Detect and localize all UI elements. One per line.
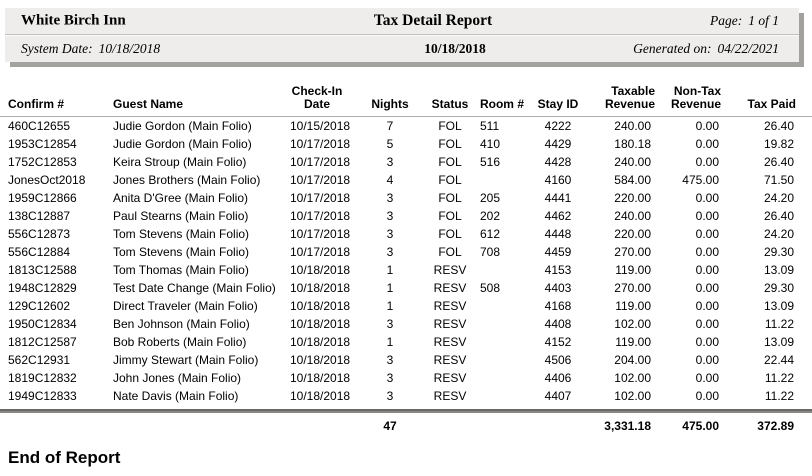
cell-room: [477, 171, 527, 189]
cell-room: [477, 261, 527, 279]
cell-room: [477, 387, 527, 405]
cell-checkin: 10/17/2018: [290, 244, 351, 259]
cell-guest: Tom Stevens (Main Folio): [113, 244, 250, 259]
column-header-nights: Nights: [357, 78, 423, 116]
cell-taxpaid: 24.20: [763, 190, 794, 205]
cell-status: FOL: [438, 154, 462, 169]
cell-taxpaid: 22.44: [763, 352, 794, 367]
cell-nights: 3: [386, 370, 394, 385]
cell-checkin: 10/17/2018: [290, 208, 351, 223]
cell-taxable: 102.00: [614, 388, 651, 403]
cell-stay: 4168: [544, 298, 572, 313]
cell-confirm: 1949C12833: [8, 388, 77, 403]
cell-taxable: 270.00: [614, 244, 651, 259]
cell-stay: 4160: [544, 172, 572, 187]
cell-nights: 1: [386, 298, 394, 313]
table-row: [0, 225, 812, 243]
cell-nontax: 0.00: [695, 388, 719, 403]
cell-stay: 4441: [544, 190, 572, 205]
cell-taxable: 204.00: [614, 352, 651, 367]
generated-on-label: Generated on:: [633, 41, 712, 56]
report-header-box: [5, 8, 799, 62]
cell-status: FOL: [438, 190, 462, 205]
cell-nontax: 475.00: [682, 172, 719, 187]
cell-stay: 4428: [544, 154, 572, 169]
cell-checkin: 10/18/2018: [290, 352, 351, 367]
cell-nontax: 0.00: [695, 190, 719, 205]
cell-taxpaid: 11.22: [764, 388, 794, 403]
report-title: Tax Detail Report: [373, 12, 493, 29]
table-row: [0, 261, 812, 279]
table-row: [0, 387, 812, 405]
system-date-label: System Date:: [21, 41, 93, 56]
cell-taxpaid: 13.09: [763, 298, 794, 313]
table-row: [0, 189, 812, 207]
cell-taxpaid: 13.09: [763, 262, 794, 277]
cell-nontax: 0.00: [695, 334, 719, 349]
cell-guest: Tom Stevens (Main Folio): [113, 226, 250, 241]
cell-guest: John Jones (Main Folio): [113, 370, 242, 385]
cell-taxpaid: 29.30: [763, 280, 794, 295]
table-row: [0, 297, 812, 315]
cell-status: RESV: [433, 262, 467, 277]
column-header-nontax: Non-Tax Revenue: [661, 78, 727, 116]
cell-status: FOL: [438, 226, 462, 241]
report-header-row-1: [5, 8, 799, 34]
totals-divider: [0, 405, 812, 413]
cell-nontax: 0.00: [695, 316, 719, 331]
cell-nontax: 0.00: [695, 370, 719, 385]
cell-taxable: 220.00: [614, 226, 651, 241]
cell-status: FOL: [438, 172, 462, 187]
cell-room: 410: [480, 136, 501, 151]
cell-status: FOL: [438, 208, 462, 223]
cell-nontax: 0.00: [695, 262, 719, 277]
table-row: [0, 153, 812, 171]
cell-confirm: 1752C12853: [8, 154, 77, 169]
cell-taxable: 119.00: [615, 262, 651, 277]
cell-confirm: 460C12655: [8, 118, 71, 133]
cell-taxable: 180.18: [614, 136, 651, 151]
total-status: [423, 413, 477, 437]
cell-stay: 4153: [544, 262, 572, 277]
column-header-taxpaid: Tax Paid: [727, 78, 812, 116]
page-label: Page:: [710, 13, 743, 28]
cell-nights: 3: [386, 226, 394, 241]
cell-guest: Nate Davis (Main Folio): [113, 388, 239, 403]
cell-guest: Bob Roberts (Main Folio): [113, 334, 247, 349]
cell-room: [477, 333, 527, 351]
cell-room: 708: [480, 244, 501, 259]
column-header-guest: Guest Name: [105, 78, 277, 116]
cell-taxable: 220.00: [614, 190, 651, 205]
table-header: [0, 78, 812, 116]
cell-room: 202: [480, 208, 501, 223]
total-taxable: 3,331.18: [604, 418, 651, 433]
cell-taxable: 584.00: [614, 172, 651, 187]
cell-checkin: 10/17/2018: [290, 136, 351, 151]
cell-nights: 1: [386, 334, 394, 349]
system-date-value: 10/18/2018: [98, 41, 161, 56]
cell-taxable: 119.00: [615, 334, 651, 349]
cell-nights: 5: [386, 136, 394, 151]
cell-nights: 1: [386, 280, 394, 295]
table-row: [0, 279, 812, 297]
cell-room: [477, 297, 527, 315]
column-header-checkin: Check-In Date: [277, 78, 357, 116]
cell-nights: 3: [386, 244, 394, 259]
cell-nights: 3: [386, 388, 394, 403]
table-row: [0, 243, 812, 261]
cell-taxpaid: 26.40: [763, 208, 794, 223]
cell-stay: 4407: [544, 388, 572, 403]
cell-taxpaid: 19.82: [763, 136, 794, 151]
total-stay: [527, 413, 589, 437]
cell-status: RESV: [433, 388, 467, 403]
cell-checkin: 10/18/2018: [290, 280, 351, 295]
property-name: White Birch Inn: [21, 12, 126, 29]
cell-status: FOL: [438, 118, 462, 133]
table-row: [0, 315, 812, 333]
cell-nights: 3: [386, 316, 394, 331]
cell-nights: 1: [386, 262, 394, 277]
cell-nights: 3: [386, 190, 394, 205]
cell-confirm: 1812C12587: [8, 334, 77, 349]
cell-stay: 4222: [544, 118, 572, 133]
cell-stay: 4462: [544, 208, 572, 223]
cell-confirm: JonesOct2018: [8, 172, 86, 187]
total-room: [477, 413, 527, 437]
cell-checkin: 10/17/2018: [290, 172, 351, 187]
cell-status: FOL: [438, 136, 462, 151]
cell-confirm: 1819C12832: [8, 370, 77, 385]
cell-guest: Tom Thomas (Main Folio): [113, 262, 249, 277]
column-header-stay: Stay ID: [527, 78, 589, 116]
table-row: [0, 135, 812, 153]
cell-confirm: 1813C12588: [8, 262, 77, 277]
cell-status: RESV: [433, 316, 467, 331]
cell-checkin: 10/17/2018: [290, 154, 351, 169]
table-row: [0, 333, 812, 351]
cell-confirm: 1953C12854: [8, 136, 77, 151]
cell-status: RESV: [433, 370, 467, 385]
cell-checkin: 10/17/2018: [290, 226, 351, 241]
cell-taxpaid: 29.30: [763, 244, 794, 259]
cell-nights: 7: [386, 118, 394, 133]
cell-taxpaid: 26.40: [763, 154, 794, 169]
column-header-taxable: Taxable Revenue: [589, 78, 661, 116]
cell-nontax: 0.00: [695, 298, 719, 313]
cell-nights: 3: [386, 208, 394, 223]
cell-status: FOL: [438, 244, 462, 259]
tax-detail-table: [0, 78, 812, 437]
cell-taxpaid: 11.22: [764, 316, 794, 331]
cell-stay: 4429: [544, 136, 572, 151]
cell-room: 612: [480, 226, 501, 241]
table-row: [0, 171, 812, 189]
cell-nights: 3: [386, 352, 394, 367]
end-of-report-label: End of Report: [8, 448, 121, 467]
cell-nontax: 0.00: [695, 154, 719, 169]
cell-status: RESV: [433, 334, 467, 349]
cell-guest: Ben Johnson (Main Folio): [113, 316, 250, 331]
cell-taxable: 270.00: [614, 280, 651, 295]
cell-guest: Jones Brothers (Main Folio): [113, 172, 261, 187]
cell-taxpaid: 11.22: [764, 370, 794, 385]
cell-room: 205: [480, 190, 501, 205]
cell-confirm: 138C12887: [8, 208, 71, 223]
cell-taxable: 102.00: [614, 370, 651, 385]
cell-checkin: 10/17/2018: [290, 190, 351, 205]
cell-taxpaid: 24.20: [763, 226, 794, 241]
cell-nights: 3: [386, 154, 394, 169]
cell-checkin: 10/18/2018: [290, 298, 351, 313]
generated-on-value: 04/22/2021: [717, 41, 779, 56]
cell-stay: 4152: [544, 334, 572, 349]
cell-room: [477, 315, 527, 333]
cell-taxable: 240.00: [614, 208, 651, 223]
column-header-status: Status: [423, 78, 477, 116]
cell-checkin: 10/18/2018: [290, 262, 351, 277]
cell-confirm: 1959C12866: [8, 190, 77, 205]
cell-status: RESV: [433, 280, 467, 295]
cell-status: RESV: [433, 298, 467, 313]
cell-confirm: 556C12884: [8, 244, 71, 259]
column-header-room: Room #: [477, 78, 527, 116]
cell-nontax: 0.00: [695, 118, 719, 133]
cell-taxable: 102.00: [614, 316, 651, 331]
cell-nontax: 0.00: [695, 280, 719, 295]
total-taxpaid: 372.89: [757, 418, 794, 433]
cell-stay: 4408: [544, 316, 572, 331]
cell-room: 516: [480, 154, 501, 169]
cell-nontax: 0.00: [695, 226, 719, 241]
cell-taxable: 240.00: [614, 154, 651, 169]
cell-confirm: 1950C12834: [8, 316, 77, 331]
cell-stay: 4403: [544, 280, 572, 295]
cell-stay: 4448: [544, 226, 572, 241]
column-header-confirm: Confirm #: [0, 78, 105, 116]
system-date: [21, 41, 160, 57]
cell-taxpaid: 26.40: [763, 118, 794, 133]
cell-nontax: 0.00: [695, 136, 719, 151]
total-confirm: [0, 413, 105, 437]
cell-room: [477, 369, 527, 387]
cell-checkin: 10/18/2018: [290, 334, 351, 349]
generated-on: [633, 41, 779, 57]
cell-guest: Anita D'Gree (Main Folio): [113, 190, 248, 205]
cell-taxable: 240.00: [614, 118, 651, 133]
cell-nights: 4: [386, 172, 394, 187]
cell-confirm: 1948C12829: [8, 280, 77, 295]
totals-row: [0, 413, 812, 437]
table-row: [0, 351, 812, 369]
total-guest: [105, 413, 277, 437]
cell-checkin: 10/15/2018: [290, 118, 351, 133]
total-nights: 47: [383, 418, 397, 433]
cell-taxable: 119.00: [615, 298, 651, 313]
cell-room: 508: [480, 280, 501, 295]
cell-status: RESV: [433, 352, 467, 367]
cell-guest: Judie Gordon (Main Folio): [113, 118, 252, 133]
cell-room: 511: [480, 118, 500, 133]
cell-confirm: 556C12873: [8, 226, 71, 241]
cell-taxpaid: 71.50: [763, 172, 794, 187]
cell-guest: Paul Stearns (Main Folio): [113, 208, 249, 223]
cell-guest: Direct Traveler (Main Folio): [113, 298, 258, 313]
cell-room: [477, 351, 527, 369]
table-row: [0, 116, 812, 135]
cell-stay: 4406: [544, 370, 572, 385]
cell-nontax: 0.00: [695, 244, 719, 259]
cell-taxpaid: 13.09: [763, 334, 794, 349]
cell-guest: Jimmy Stewart (Main Folio): [113, 352, 259, 367]
table-row: [0, 207, 812, 225]
cell-confirm: 562C12931: [8, 352, 71, 367]
cell-nontax: 0.00: [695, 208, 719, 223]
total-checkin: [277, 413, 357, 437]
cell-stay: 4506: [544, 352, 572, 367]
cell-checkin: 10/18/2018: [290, 370, 351, 385]
cell-guest: Test Date Change (Main Folio): [113, 280, 276, 295]
cell-checkin: 10/18/2018: [290, 388, 351, 403]
page-indicator: [710, 13, 779, 29]
cell-guest: Judie Gordon (Main Folio): [113, 136, 252, 151]
cell-checkin: 10/18/2018: [290, 316, 351, 331]
report-date: 10/18/2018: [424, 41, 486, 56]
report-header-row-2: [5, 36, 799, 62]
table-row: [0, 369, 812, 387]
page-value: 1 of 1: [748, 13, 779, 28]
cell-confirm: 129C12602: [8, 298, 71, 313]
cell-stay: 4459: [544, 244, 572, 259]
total-nontax: 475.00: [682, 418, 719, 433]
cell-nontax: 0.00: [695, 352, 719, 367]
cell-guest: Keira Stroup (Main Folio): [113, 154, 247, 169]
